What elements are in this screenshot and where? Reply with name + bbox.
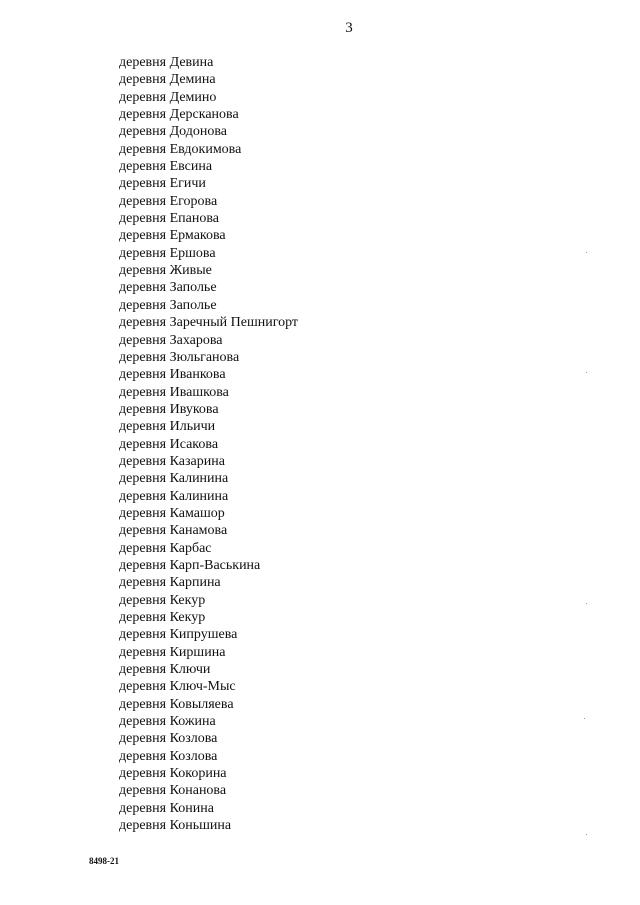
- list-item: деревня Захарова: [119, 332, 223, 348]
- list-item: деревня Демино: [119, 89, 217, 105]
- list-item: деревня Ковыляева: [119, 696, 234, 712]
- list-item: деревня Канамова: [119, 523, 228, 539]
- list-item: деревня Ивашкова: [119, 384, 229, 400]
- list-item: деревня Калинина: [119, 471, 229, 487]
- list-item: деревня Казарина: [119, 453, 225, 469]
- list-item: деревня Кекур: [119, 610, 206, 625]
- list-item: деревня Живые: [119, 263, 212, 279]
- list-item: деревня Киршина: [119, 644, 226, 660]
- list-item: деревня Камашор: [119, 505, 225, 521]
- list-item: деревня Дерсканова: [119, 107, 239, 123]
- list-item: деревня Карпина: [119, 575, 221, 591]
- list-item: деревня Ершова: [119, 245, 216, 261]
- list-item: деревня Исакова: [119, 436, 219, 452]
- scan-speck: [586, 372, 587, 373]
- scan-speck: [586, 834, 587, 835]
- list-item: деревня Коньшина: [119, 818, 232, 834]
- list-item: деревня Епанова: [119, 211, 219, 227]
- scan-speck: [586, 603, 587, 604]
- list-item: деревня Демина: [119, 72, 216, 88]
- list-item: деревня Иванкова: [119, 367, 226, 383]
- list-item: деревня Кокорина: [119, 766, 227, 782]
- list-item: деревня Додонова: [119, 124, 227, 140]
- list-item: деревня Заречный Пешнигорт: [119, 315, 299, 331]
- list-item: деревня Карп-Васькина: [119, 557, 261, 573]
- document-code: 8498-21: [89, 856, 119, 866]
- list-item: деревня Кекур: [119, 592, 206, 608]
- list-item: деревня Ключи: [119, 662, 211, 678]
- list-item: деревня Козлова: [119, 731, 218, 747]
- page-number: 3: [345, 20, 353, 36]
- list-item: деревня Калинина: [119, 488, 229, 504]
- list-item: деревня Карбас: [119, 540, 212, 556]
- list-item: деревня Ермакова: [119, 228, 226, 244]
- list-item: деревня Заполье: [119, 280, 217, 296]
- list-item: деревня Зюльганова: [119, 349, 240, 365]
- list-item: деревня Ключ-Мыс: [119, 679, 236, 695]
- list-item: деревня Егичи: [119, 176, 206, 192]
- scan-speck: [586, 252, 587, 253]
- list-item: деревня Заполье: [119, 297, 217, 313]
- scan-speck: [584, 718, 585, 719]
- list-item: деревня Ильичи: [119, 419, 216, 435]
- list-item: деревня Евсина: [119, 159, 213, 175]
- list-item: деревня Евдокимова: [119, 141, 242, 157]
- list-item: деревня Конанова: [119, 783, 227, 799]
- list-item: деревня Козлова: [119, 748, 218, 764]
- list-item: деревня Девина: [119, 55, 214, 70]
- list-item: деревня Конина: [119, 800, 214, 816]
- list-item: деревня Егорова: [119, 193, 218, 209]
- settlement-list: [119, 54, 298, 834]
- list-item: деревня Кожина: [119, 714, 216, 730]
- list-item: деревня Ивукова: [119, 401, 219, 417]
- list-item: деревня Кипрушева: [119, 627, 238, 643]
